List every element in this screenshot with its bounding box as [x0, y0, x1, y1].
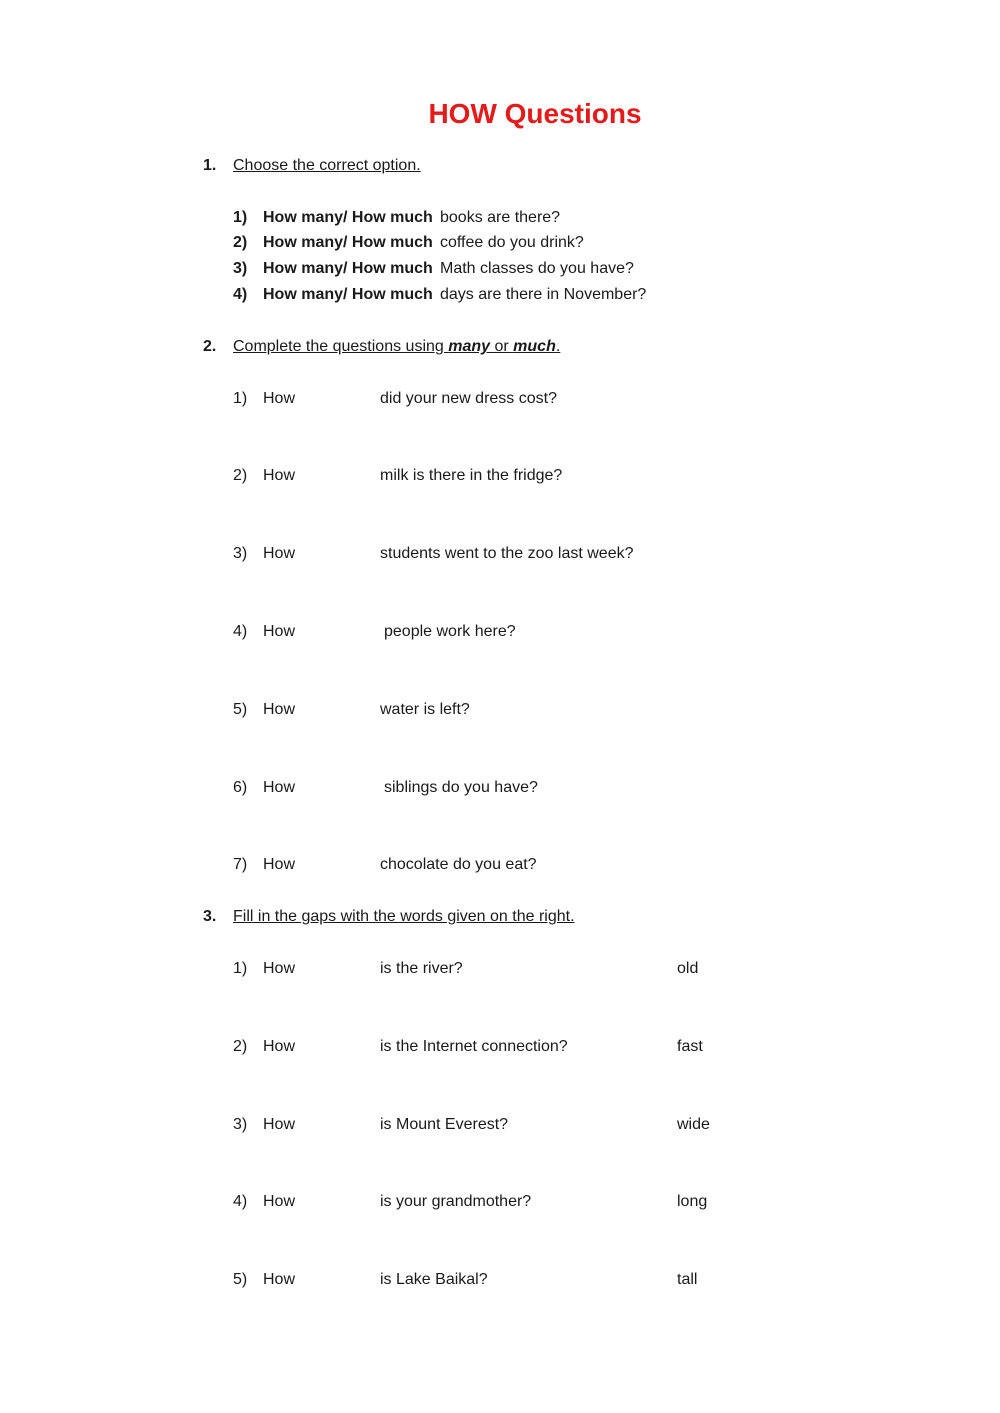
- item-how: How: [263, 1116, 296, 1133]
- item-text: days are there in November?: [440, 286, 647, 303]
- section-1-heading: [203, 155, 421, 177]
- item-index: 2): [233, 1038, 248, 1055]
- keyword-much: much: [513, 338, 556, 355]
- item-text: is the Internet connection?: [380, 1038, 568, 1055]
- item-text: is the river?: [380, 960, 463, 977]
- item-how: How: [263, 701, 296, 718]
- item-options: How many/ How much: [263, 286, 433, 303]
- item-index: 5): [233, 701, 248, 718]
- item-index: 4): [233, 623, 248, 640]
- section-number: 3.: [203, 908, 217, 925]
- item-text: Math classes do you have?: [440, 260, 634, 277]
- item-index: 6): [233, 779, 248, 796]
- item-text: is your grandmother?: [380, 1193, 532, 1210]
- item-how: How: [263, 390, 296, 407]
- item-text: books are there?: [440, 209, 561, 226]
- item-text: is Mount Everest?: [380, 1116, 509, 1133]
- given-word: long: [677, 1193, 708, 1210]
- section-instruction: Complete the questions using many or much.: [233, 338, 561, 355]
- item-how: How: [263, 1193, 296, 1210]
- item-text: water is left?: [380, 701, 470, 718]
- item-options: How many/ How much: [263, 260, 433, 277]
- section-3-heading: [203, 906, 575, 928]
- item-index: 1): [233, 390, 248, 407]
- section-instruction: Fill in the gaps with the words given on the right.: [233, 908, 575, 925]
- item-index: 3): [233, 545, 248, 562]
- item-text: people work here?: [384, 623, 516, 640]
- item-how: How: [263, 960, 296, 977]
- given-word: tall: [677, 1271, 698, 1288]
- item-how: How: [263, 1271, 296, 1288]
- item-text: coffee do you drink?: [440, 234, 584, 251]
- item-how: How: [263, 1038, 296, 1055]
- section-number: 2.: [203, 338, 217, 355]
- page-title: HOW Questions: [428, 98, 642, 129]
- item-index: 2): [233, 234, 248, 251]
- item-text: milk is there in the fridge?: [380, 467, 563, 484]
- item-index: 3): [233, 260, 248, 277]
- given-word: wide: [677, 1116, 710, 1133]
- section-number: 1.: [203, 157, 217, 174]
- section-2-heading: [203, 336, 560, 358]
- given-word: old: [677, 960, 699, 977]
- item-index: 5): [233, 1271, 248, 1288]
- item-how: How: [263, 467, 296, 484]
- item-index: 3): [233, 1116, 248, 1133]
- item-index: 4): [233, 286, 248, 303]
- item-options: How many/ How much: [263, 234, 433, 251]
- item-how: How: [263, 623, 296, 640]
- item-text: is Lake Baikal?: [380, 1271, 488, 1288]
- item-index: 2): [233, 467, 248, 484]
- item-text: students went to the zoo last week?: [380, 545, 634, 562]
- item-index: 1): [233, 209, 248, 226]
- item-text: did your new dress cost?: [380, 390, 557, 407]
- item-index: 1): [233, 960, 248, 977]
- item-how: How: [263, 545, 296, 562]
- section-instruction: Choose the correct option.: [233, 157, 421, 174]
- item-text: chocolate do you eat?: [380, 856, 537, 873]
- given-word: fast: [677, 1038, 703, 1055]
- item-options: How many/ How much: [263, 209, 433, 226]
- item-how: How: [263, 779, 296, 796]
- keyword-many: many: [448, 338, 491, 355]
- item-text: siblings do you have?: [384, 779, 538, 796]
- item-how: How: [263, 856, 296, 873]
- item-index: 4): [233, 1193, 248, 1210]
- item-index: 7): [233, 856, 248, 873]
